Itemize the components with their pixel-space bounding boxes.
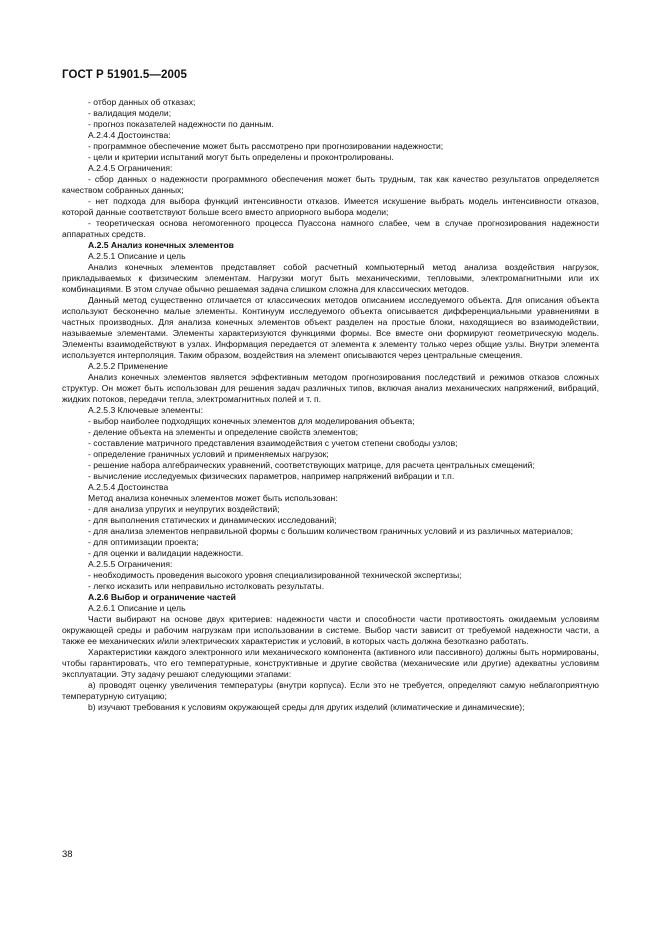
paragraph: - для анализа упругих и неупругих воздействий; — [88, 504, 280, 514]
paragraph: - для оптимизации проекта; — [88, 537, 199, 547]
paragraph: А.2.5.5 Ограничения: — [88, 559, 173, 569]
paragraph: - нет подхода для выбора функций интенсивности отказов. Имеется искушение выбрать модель интенсивности отказов, которой данные соответствуют больше всего вместо априорного выбора модели; — [62, 196, 599, 217]
paragraph: - теоретическая основа негомогенного процесса Пуассона намного слабее, чем в случае прогнозирования надежности аппаратных средств. — [62, 218, 599, 239]
paragraph: - для оценки и валидации надежности. — [88, 548, 244, 558]
paragraph: А.2.5.1 Описание и цель — [88, 251, 186, 261]
paragraph: Метод анализа конечных элементов может быть использован: — [88, 493, 338, 503]
paragraph: - легко исказить или неправильно истолковать результаты. — [88, 581, 325, 591]
paragraph: - деление объекта на элементы и определение свойств элементов; — [88, 427, 359, 437]
paragraph: а) проводят оценку увеличения температуры (внутри корпуса). Если это не требуется, определяют самую неблагоприятную температурную ситуацию; — [62, 680, 599, 701]
paragraph: - валидация модели; — [88, 108, 172, 118]
paragraph: - составление матричного представления взаимодействия с учетом степени свободы узлов; — [88, 438, 458, 448]
paragraph: - для выполнения статических и динамических исследований; — [88, 515, 337, 525]
paragraph: b) изучают требования к условиям окружающей среды для других изделий (климатические и динамические); — [88, 702, 525, 712]
paragraph: - цели и критерии испытаний могут быть определены и проконтролированы. — [88, 152, 394, 162]
paragraph: - программное обеспечение может быть рассмотрено при прогнозировании надежности; — [88, 141, 444, 151]
paragraph: А.2.4.4 Достоинства: — [88, 130, 171, 140]
paragraph: Анализ конечных элементов является эффективным методом прогнозирования последствий и режимов отказов сложных структур. Он может быть использован для решения задач различных типов, включая анализ механических напряжений, вибраций, жидких потоков, передачи тепла, электромагнитных полей и т. п. — [62, 372, 599, 404]
page-number: 38 — [62, 849, 73, 860]
paragraph: А.2.5.3 Ключевые элементы: — [88, 405, 203, 415]
section-heading: А.2.5 Анализ конечных элементов — [88, 240, 234, 250]
paragraph: Данный метод существенно отличается от классических методов описанием исследуемого объекта. Для описания объекта используют бесконечно малые элементы. Континуум исследуемого объекта описывается дифференциальными уравнениями в частных производных. Для анализа конечных элементов объект разделен на простые блоки, находящиеся во взаимодействии, называемые элементами. Элементы характеризуются функциями формы. Все вместе они формируют геометрическую модель. Элементы взаимодействуют в узлах. Информация передается от элемента к элементу только через общие узлы. Внутри элемента используется интерполяция. Таким образом, воздействия на элемент описываются через центральные смещения. — [62, 295, 599, 360]
document-header: ГОСТ Р 51901.5—2005 — [62, 69, 187, 81]
document-body — [62, 97, 599, 713]
section-heading: А.2.6 Выбор и ограничение частей — [88, 592, 236, 602]
paragraph: - решение набора алгебраических уравнений, соответствующих матрице, для расчета центральных смещений; — [88, 460, 535, 470]
paragraph: Анализ конечных элементов представляет собой расчетный компьютерный метод анализа воздействия нагрузок, прикладываемых к физическим элементам. Нагрузки могут быть механическими, тепловыми, электромагнитными или их комбинациями. В этом случае обычно решаемая задача слишком сложна для классических методов. — [62, 262, 599, 294]
paragraph: А.2.5.4 Достоинства — [88, 482, 169, 492]
paragraph: - отбор данных об отказах; — [88, 97, 196, 107]
paragraph: Части выбирают на основе двух критериев: надежности части и способности части противостоять ожидаемым условиям окружающей среды и рабочим нагрузкам при использовании в системе. Выбор части зависит от требуемой надежности части, а также ее механических и/или электрических характеристик и условий, в которых часть должна безотказно работать. — [62, 614, 599, 646]
paragraph: Характеристики каждого электронного или механического компонента (активного или пассивного) должны быть нормированы, чтобы гарантировать, что его температурные, конструктивные и другие свойства (механические или другие) адекватны условиям эксплуатации. Эту задачу решают следующими этапами: — [62, 647, 599, 679]
paragraph: А.2.4.5 Ограничения: — [88, 163, 173, 173]
paragraph: - сбор данных о надежности программного обеспечения может быть трудным, так как качество результатов определяется качеством собранных данных; — [62, 174, 599, 195]
paragraph: А.2.5.2 Применение — [88, 361, 168, 371]
paragraph: А.2.6.1 Описание и цель — [88, 603, 186, 613]
paragraph: - определение граничных условий и применяемых нагрузок; — [88, 449, 329, 459]
paragraph: - выбор наиболее подходящих конечных элементов для моделирования объекта; — [88, 416, 415, 426]
paragraph: - вычисление исследуемых физических параметров, например напряжений вибрации и т.п. — [88, 471, 455, 481]
paragraph: - прогноз показателей надежности по данным. — [88, 119, 274, 129]
paragraph: - для анализа элементов неправильной формы с большим количеством граничных условий и из различных материалов; — [88, 526, 574, 536]
paragraph: - необходимость проведения высокого уровня специализированной технической экспертизы; — [88, 570, 462, 580]
